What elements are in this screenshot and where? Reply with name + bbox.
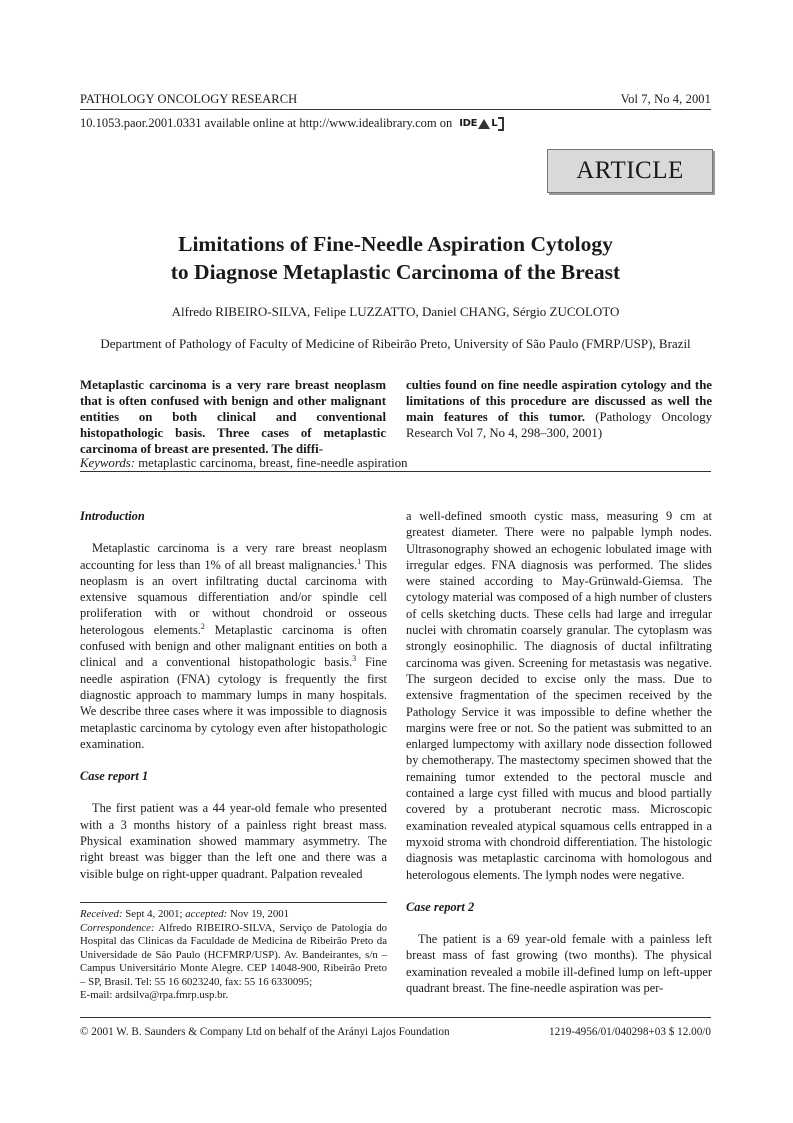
- title-line-1: Limitations of Fine-Needle Aspiration Cytology: [178, 232, 613, 256]
- abstract-left: Metaplastic carcinoma is a very rare breast neoplasm that is often confused with benign and other malignant entities on both clinical and conventional histopathologic basis. Three cases of metaplastic carcinoma of breast are presented. The diffi-: [80, 378, 386, 456]
- doi-text: 10.1053.paor.2001.0331 available online at http://www.idealibrary.com on: [80, 116, 453, 130]
- received-date: Sept 4, 2001;: [125, 908, 183, 920]
- footnote: [80, 908, 387, 1003]
- accepted-label: accepted:: [185, 908, 228, 920]
- footer-rule: [80, 1017, 711, 1018]
- issue-info: Vol 7, No 4, 2001: [620, 92, 711, 106]
- logo-text-l: L: [491, 118, 498, 129]
- reference-3[interactable]: 3: [352, 654, 357, 664]
- reference-1[interactable]: 1: [357, 556, 362, 566]
- article-label: ARTICLE: [547, 149, 713, 193]
- abstract-citation: (Pathology Oncology Research Vol 7, No 4, 298–300, 2001): [406, 410, 712, 440]
- body-column-left: [80, 508, 387, 882]
- logo-triangle-icon: [478, 119, 490, 129]
- keywords: [80, 456, 408, 471]
- price-code: 1219-4956/01/040298+03 $ 12.00/0: [548, 1026, 711, 1038]
- journal-name: PATHOLOGY ONCOLOGY RESEARCH: [80, 92, 298, 106]
- footnote-rule: [80, 902, 387, 903]
- intro-text-1: Metaplastic carcinoma is a very rare breast neoplasm accounting for less than 1% of all breast malignancies.: [80, 541, 387, 572]
- logo-bracket-icon: [498, 117, 504, 131]
- section-heading-case-2: Case report 2: [406, 899, 475, 914]
- intro-text-4: Fine needle aspiration (FNA) cytology is frequently the first diagnostic approach to mammary lumps in many hospitals. We describe three cases where it was impossible to diagnosis metaplastic carcinoma by cytology even after histopathologic examination.: [80, 655, 387, 751]
- paragraph-case-2: The patient is a 69 year-old female with a painless left breast mass of fast growing (two months). The physical examination revealed a mobile ill-defined lump on left-upper quadrant breast. The fine-needle aspiration was per-: [406, 932, 712, 996]
- keywords-label: Keywords:: [80, 456, 135, 470]
- logo-text-ide: IDE: [459, 118, 478, 129]
- received-line: [80, 908, 387, 922]
- accepted-date: Nov 19, 2001: [229, 908, 290, 920]
- intro-text-3: Metaplastic carcinoma is often confused with benign and other malignant entities on both a clinical and a conventional histopathologic basis.: [80, 622, 387, 670]
- paragraph-case-1-continued: a well-defined smooth cystic mass, measuring 9 cm at greatest diameter. There were no palpable lymph nodes. Ultrasonography showed an echogenic lobulated image with irregular edges. FNA diagnosis was performed. The slides were stained according to May-Grünwald-Giemsa. The cytology material was composed of a high number of clusters of cells sketching ducts. These cells had large and irregular nuclei with chromatin coarsely granular. The cytoplasm was strongly eosinophilic. The diagnosis of ductal infiltrating carcinoma was given. Screening for metastasis was negative. The surgeon decided to excise only the mass. Due to extensive fragmentation of the specimen received by the Pathology Service it was impossible to define whether the margins were free or not. So the patient was submitted to an enlarged lumpectomy with axillary node dissection followed by chemotherapy. The mastectomy specimen showed that the remaining tumor extended to the pectoral muscle and contained a large cyst filled with mucus and blood partially covered by a protuberant necrotic mass. Microscopic examination revealed atypical squamous cells entrapped in a myxoid stroma with chondroid differentiation. The histologic diagnosis was metaplastic carcinoma with homologous and heterologous elements. The lymph nodes were negative.: [406, 509, 712, 882]
- affiliation: Department of Pathology of Faculty of Medicine of Ribeirão Preto, University of São Paulo (FMRP/USP), Brazil: [100, 336, 691, 351]
- abstract-right-bold: culties found on fine needle aspiration cytology and the limitations of this procedure are discussed as well the main features of this tumor.: [406, 378, 712, 424]
- correspondence-label: Correspondence:: [80, 921, 155, 934]
- abstract-rule: [80, 471, 711, 472]
- paragraph-case-1: The first patient was a 44 year-old female who presented with a 3 months history of a painless right breast mass. Physical examination showed mammary asymmetry. The right breast was bigger than the left one and there was a visible bulge on right-upper quadrant. Palpation revealed: [80, 801, 387, 881]
- intro-text-2: This neoplasm is an overt infiltrating ductal carcinoma with extensive squamous differentiation and/or spindle cell proliferation with or without chondroid or osseous heterologous elements.: [80, 557, 387, 637]
- correspondence-text: Alfredo RIBEIRO-SILVA, Serviço de Patologia do Hospital das Clinicas da Faculdade de Medicina de Ribeirão Preto da Universidade de São Paulo (HCFMRP/USP). Av. Bandeirantes, s/n – Campus Universitário Monte Alegre. CEP 14048-900, Ribeirão Preto – SP, Brasil. Tel: 55 16 6023240, fax: 55 16 6330095;: [80, 921, 388, 988]
- copyright: © 2001 W. B. Saunders & Company Ltd on behalf of the Arányi Lajos Foundation: [80, 1026, 450, 1038]
- correspondence: [80, 922, 387, 990]
- section-heading-case-1: Case report 1: [80, 769, 149, 784]
- keywords-text: metaplastic carcinoma, breast, fine-needle aspiration: [138, 456, 408, 470]
- paragraph-introduction: [80, 540, 387, 752]
- article-title: [80, 230, 711, 286]
- abstract-right: [406, 377, 712, 441]
- authors: Alfredo RIBEIRO-SILVA, Felipe LUZZATTO, Daniel CHANG, Sérgio ZUCOLOTO: [171, 304, 620, 319]
- reference-2[interactable]: 2: [200, 621, 205, 631]
- section-heading-introduction: Introduction: [80, 509, 145, 523]
- header-rule: [80, 109, 711, 110]
- doi-line: [80, 116, 504, 131]
- received-label: Received:: [80, 908, 123, 920]
- ideal-logo-icon[interactable]: [459, 117, 504, 131]
- email-line[interactable]: E-mail: ardsilva@rpa.fmrp.usp.br.: [80, 989, 229, 1001]
- body-column-right: [406, 508, 712, 996]
- title-line-2: to Diagnose Metaplastic Carcinoma of the Breast: [170, 260, 621, 284]
